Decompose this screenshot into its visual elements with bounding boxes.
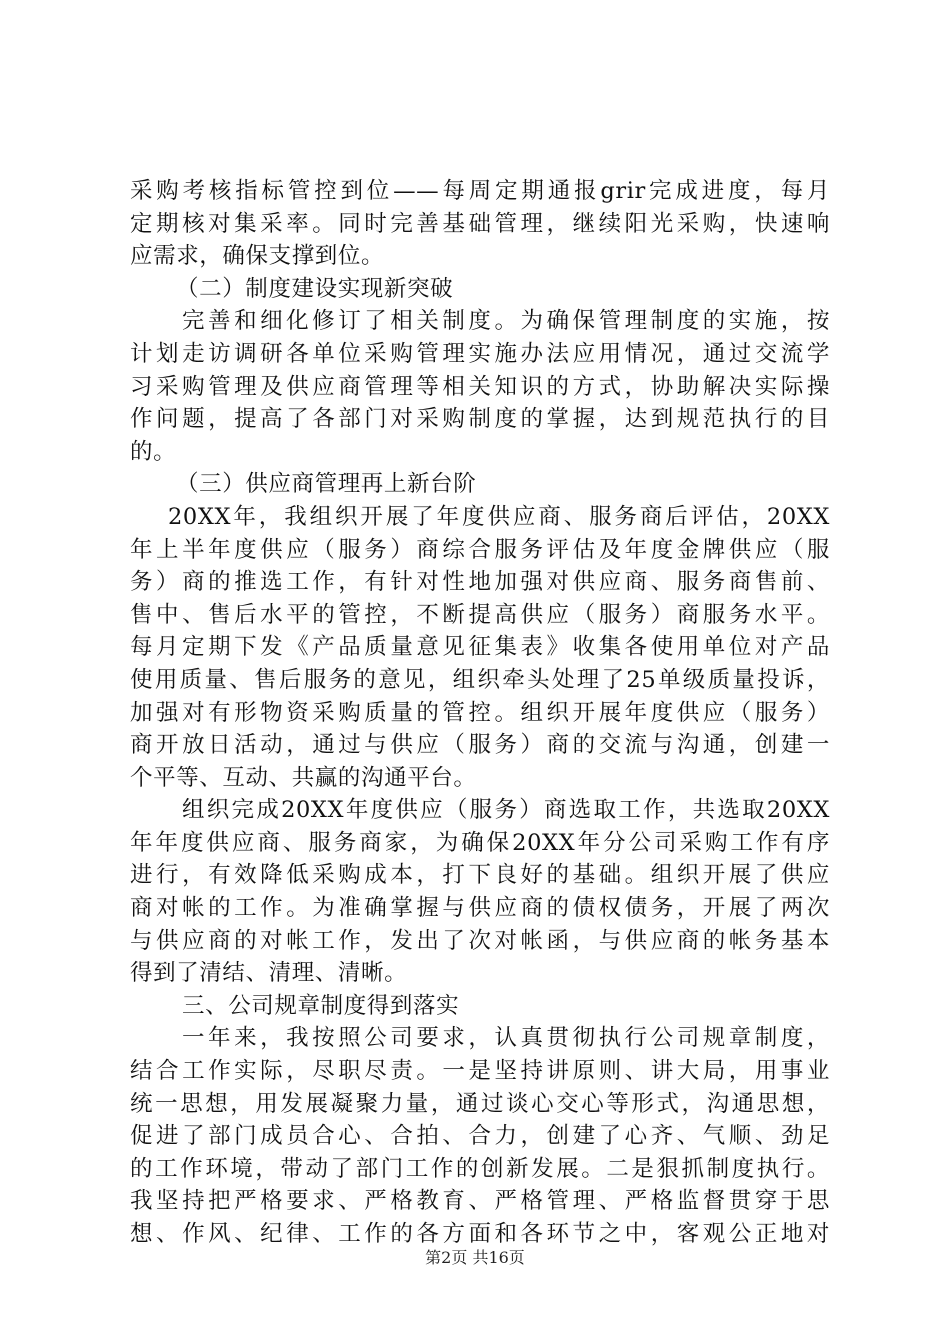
text-line: 采购考核指标管控到位——每周定期通报grir完成进度，每月 (130, 178, 830, 204)
document-body (130, 175, 830, 1251)
text-line: 定期核对集采率。同时完善基础管理，继续阳光采购，快速响 (130, 210, 830, 237)
text-line: 的。 (130, 438, 177, 465)
page-number: 第2页 共16页 (425, 1248, 525, 1267)
text-line: 的工作环境，带动了部门工作的创新发展。二是狠抓制度执行。 (130, 1155, 830, 1182)
text-line: 售中、售后水平的管控，不断提高供应（服务）商服务水平。 (130, 601, 830, 628)
text-line: 加强对有形物资采购质量的管控。组织开展年度供应（服务） (130, 699, 830, 726)
text-line: 习采购管理及供应商管理等相关知识的方式，协助解决实际操 (130, 373, 830, 400)
text-line: 每月定期下发《产品质量意见征集表》收集各使用单位对产品 (130, 634, 830, 661)
text-line: 完善和细化修订了相关制度。为确保管理制度的实施，按 (182, 308, 830, 335)
text-line: 商对帐的工作。为准确掌握与供应商的债权债务，开展了两次 (130, 895, 830, 922)
text-line: 得到了清结、清理、清晰。 (130, 960, 408, 987)
text-line: 我坚持把严格要求、严格教育、严格管理、严格监督贯穿于思 (130, 1188, 830, 1215)
text-line: 使用质量、售后服务的意见，组织牵头处理了25单级质量投诉， (130, 666, 830, 693)
text-line: （二）制度建设实现新突破 (176, 275, 454, 302)
text-line: 20XX年，我组织开展了年度供应商、服务商后评估，20XX (168, 503, 830, 530)
text-line: 进行，有效降低采购成本，打下良好的基础。组织开展了供应 (130, 862, 830, 889)
text-line: 结合工作实际，尽职尽责。一是坚持讲原则、讲大局，用事业 (130, 1058, 830, 1085)
text-line: 应需求，确保支撑到位。 (130, 243, 385, 270)
text-line: 个平等、互动、共赢的沟通平台。 (130, 764, 477, 791)
text-line: 年上半年度供应（服务）商综合服务评估及年度金牌供应（服 (130, 536, 830, 563)
text-line: 统一思想，用发展凝聚力量，通过谈心交心等形式，沟通思想， (130, 1090, 830, 1117)
text-line: 务）商的推选工作，有针对性地加强对供应商、服务商售前、 (130, 569, 830, 596)
text-line: 年年度供应商、服务商家，为确保20XX年分公司采购工作有序 (130, 829, 830, 856)
text-line: （三）供应商管理再上新台阶 (176, 471, 477, 498)
text-line: 作问题，提高了各部门对采购制度的掌握，达到规范执行的目 (130, 406, 830, 433)
text-line: 一年来，我按照公司要求，认真贯彻执行公司规章制度， (182, 1025, 830, 1052)
text-line: 商开放日活动，通过与供应（服务）商的交流与沟通，创建一 (130, 732, 830, 759)
text-line: 促进了部门成员合心、合拍、合力，创建了心齐、气顺、劲足 (130, 1123, 830, 1150)
text-line: 计划走访调研各单位采购管理实施办法应用情况，通过交流学 (130, 340, 830, 367)
text-line: 想、作风、纪律、工作的各方面和各环节之中，客观公正地对 (130, 1221, 830, 1247)
text-line: 三、公司规章制度得到落实 (182, 992, 460, 1019)
text-line: 与供应商的对帐工作，发出了次对帐函，与供应商的帐务基本 (130, 927, 830, 954)
text-line: 组织完成20XX年度供应（服务）商选取工作，共选取20XX (182, 797, 830, 824)
page-footer (0, 1245, 950, 1268)
